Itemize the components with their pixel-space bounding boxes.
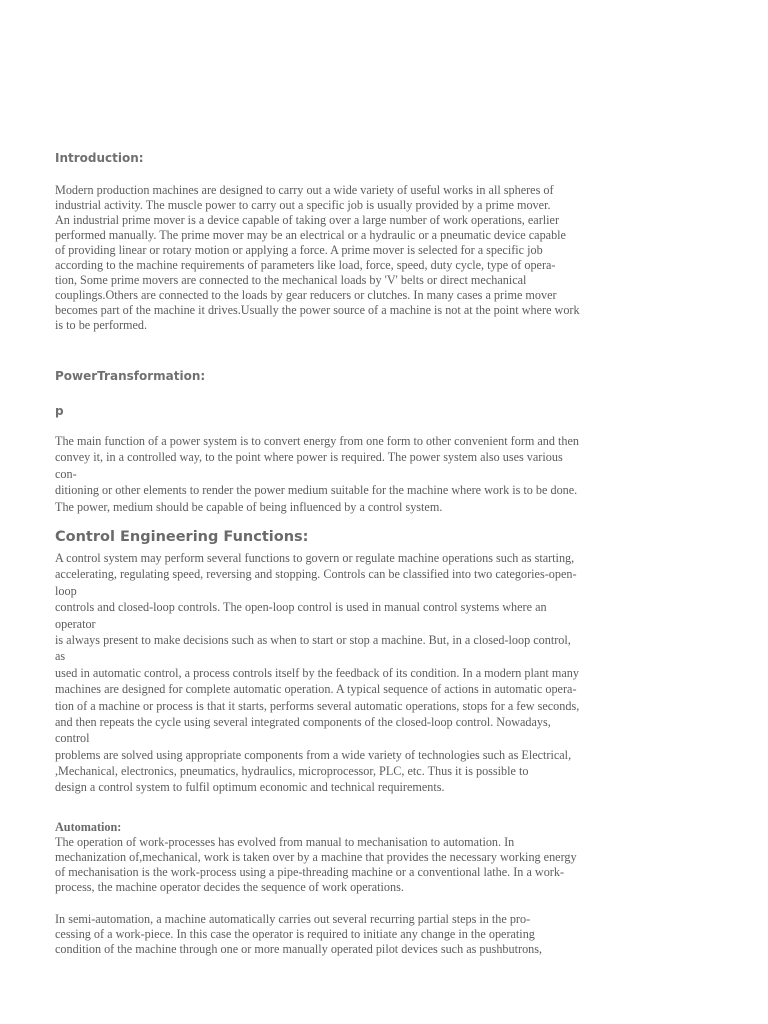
section-marker: p (55, 404, 64, 418)
introduction-heading: Introduction: (55, 151, 144, 165)
power-transformation-heading: PowerTransformation: (55, 369, 206, 383)
text-line: design a control system to fulfil optimum economic and technical requirements. (55, 780, 445, 795)
text-line: operator (55, 616, 96, 631)
text-line: ditioning or other elements to render the power medium suitable for the machine where work is to be done. (55, 483, 578, 498)
text-line: mechanization of,mechanical, work is taken over by a machine that provides the necessary working energy (55, 850, 577, 864)
text-line: controls and closed-loop controls. The open-loop control is used in manual control systems where an (55, 600, 547, 615)
text-line: cessing of a work-piece. In this case the operator is required to initiate any change in the operating (55, 927, 535, 941)
text-line: becomes part of the machine it drives.Usually the power source of a machine is not at the point where work (55, 303, 580, 317)
text-line: couplings.Others are connected to the loads by gear reducers or clutches. In many cases a prime mover (55, 288, 557, 302)
semi-automation-paragraph (55, 912, 600, 957)
control-engineering-heading: Control Engineering Functions: (55, 529, 309, 545)
text-line: condition of the machine through one or more manually operated pilot devices such as pushbutrons, (55, 942, 543, 956)
power-transformation-paragraph (55, 433, 600, 515)
text-line: The operation of work-processes has evolved from manual to mechanisation to automation. In (55, 835, 515, 849)
text-line: Modern production machines are designed to carry out a wide variety of useful works in all spheres of (55, 183, 554, 197)
text-line: performed manually. The prime mover may be an electrical or a hydraulic or a pneumatic device capable (55, 228, 566, 242)
text-line: process, the machine operator decides the sequence of work operations. (55, 880, 404, 894)
text-line: A control system may perform several functions to govern or regulate machine operations such as starting, (55, 551, 575, 565)
automation-paragraph (55, 820, 600, 895)
text-line: The power, medium should be capable of being influenced by a control system. (55, 499, 443, 514)
control-engineering-paragraph (55, 550, 600, 796)
text-line: of mechanisation is the work-process using a pipe-threading machine or a conventional lathe. In a work- (55, 865, 565, 879)
text-line: An industrial prime mover is a device capable of taking over a large number of work operations, earlier (55, 213, 560, 227)
automation-heading: Automation: (55, 820, 122, 834)
text-line: In semi-automation, a machine automatically carries out several recurring partial steps in the pro- (55, 912, 531, 926)
text-line: convey it, in a controlled way, to the point where power is required. The power system also uses various (55, 450, 563, 465)
text-line: as (55, 649, 66, 664)
text-line: problems are solved using appropriate components from a wide variety of technologies such as Electrical, (55, 747, 572, 762)
text-line: according to the machine requirements of parameters like load, force, speed, duty cycle, type of opera- (55, 258, 556, 272)
text-line: loop (55, 583, 77, 598)
text-line: machines are designed for complete automatic operation. A typical sequence of actions in automatic opera- (55, 682, 577, 697)
text-line: of providing linear or rotary motion or applying a force. A prime mover is selected for a specific job (55, 243, 543, 257)
text-line: and then repeats the cycle using several integrated components of the closed-loop control. Nowadays, (55, 714, 551, 729)
text-line: The main function of a power system is to convert energy from one form to other convenient form and then (55, 434, 580, 448)
text-line: ,Mechanical, electronics, pneumatics, hydraulics, microprocessor, PLC, etc. Thus it is possible to (55, 764, 529, 779)
text-line: is always present to make decisions such as when to start or stop a machine. But, in a closed-loop control, (55, 632, 571, 647)
introduction-paragraph (55, 183, 600, 333)
text-line: accelerating, regulating speed, reversing and stopping. Controls can be classified into two categories-open- (55, 567, 577, 582)
text-line: control (55, 731, 90, 746)
text-line: used in automatic control, a process controls itself by the feedback of its condition. In a modern plant many (55, 665, 579, 680)
text-line: is to be performed. (55, 318, 148, 332)
text-line: tion of a machine or process is that it starts, performs several automatic operations, stops for a few seconds, (55, 698, 580, 713)
text-line: con- (55, 466, 77, 481)
text-line: industrial activity. The muscle power to carry out a specific job is usually provided by a prime mover. (55, 198, 551, 212)
text-line: tion, Some prime movers are connected to the mechanical loads by 'V' belts or direct mechanical (55, 273, 527, 287)
